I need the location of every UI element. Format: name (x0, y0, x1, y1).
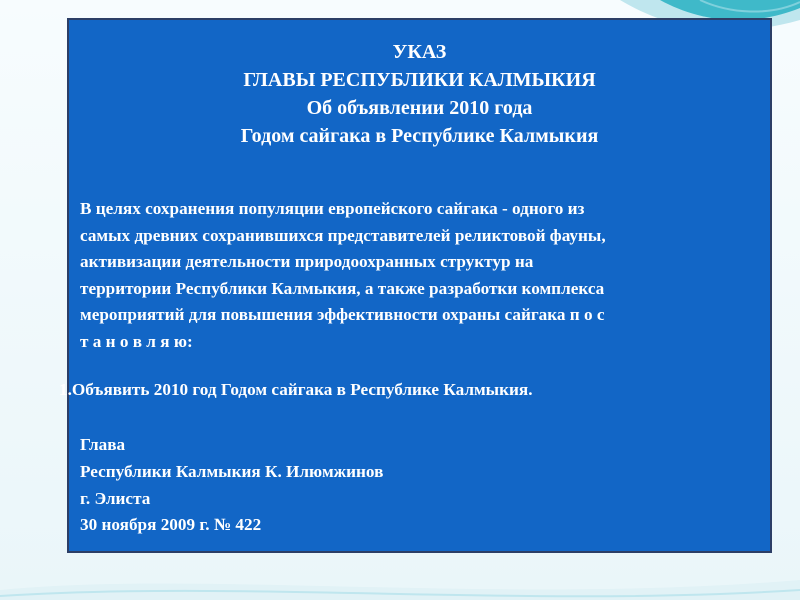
decree-title (69, 38, 770, 150)
title-line-subject: Об объявлении 2010 года (306, 97, 533, 119)
decree-panel (59, 18, 772, 553)
signature-block (80, 432, 383, 539)
decree-preamble (80, 196, 770, 356)
signature-name: Республики Калмыкия К. Илюмжинов (80, 461, 384, 481)
decree-item-1: 1.Объявить 2010 год Годом сайгака в Республике Калмыкия. (59, 380, 533, 399)
bottom-wave-decoration (0, 550, 800, 600)
preamble-line: т а н о в л я ю: (80, 331, 193, 351)
title-line-issuer: ГЛАВЫ РЕСПУБЛИКИ КАЛМЫКИЯ (243, 69, 596, 91)
title-line-decree: УКАЗ (392, 41, 447, 63)
signature-city: г. Элиста (80, 488, 151, 508)
signature-position: Глава (80, 435, 126, 454)
preamble-line: мероприятий для повышения эффективности охраны сайгака п о с (80, 305, 605, 325)
preamble-line: самых древних сохранившихся представителей реликтовой фауны, (80, 225, 606, 245)
preamble-line: активизации деятельности природоохранных структур на (80, 252, 534, 272)
preamble-line: В целях сохранения популяции европейского сайгака - одного из (80, 199, 585, 218)
preamble-line: территории Республики Калмыкия, а также разработки комплекса (80, 278, 605, 298)
signature-date-number: 30 ноября 2009 г. № 422 (80, 515, 262, 535)
title-line-subject-cont: Годом сайгака в Республике Калмыкия (240, 125, 599, 147)
